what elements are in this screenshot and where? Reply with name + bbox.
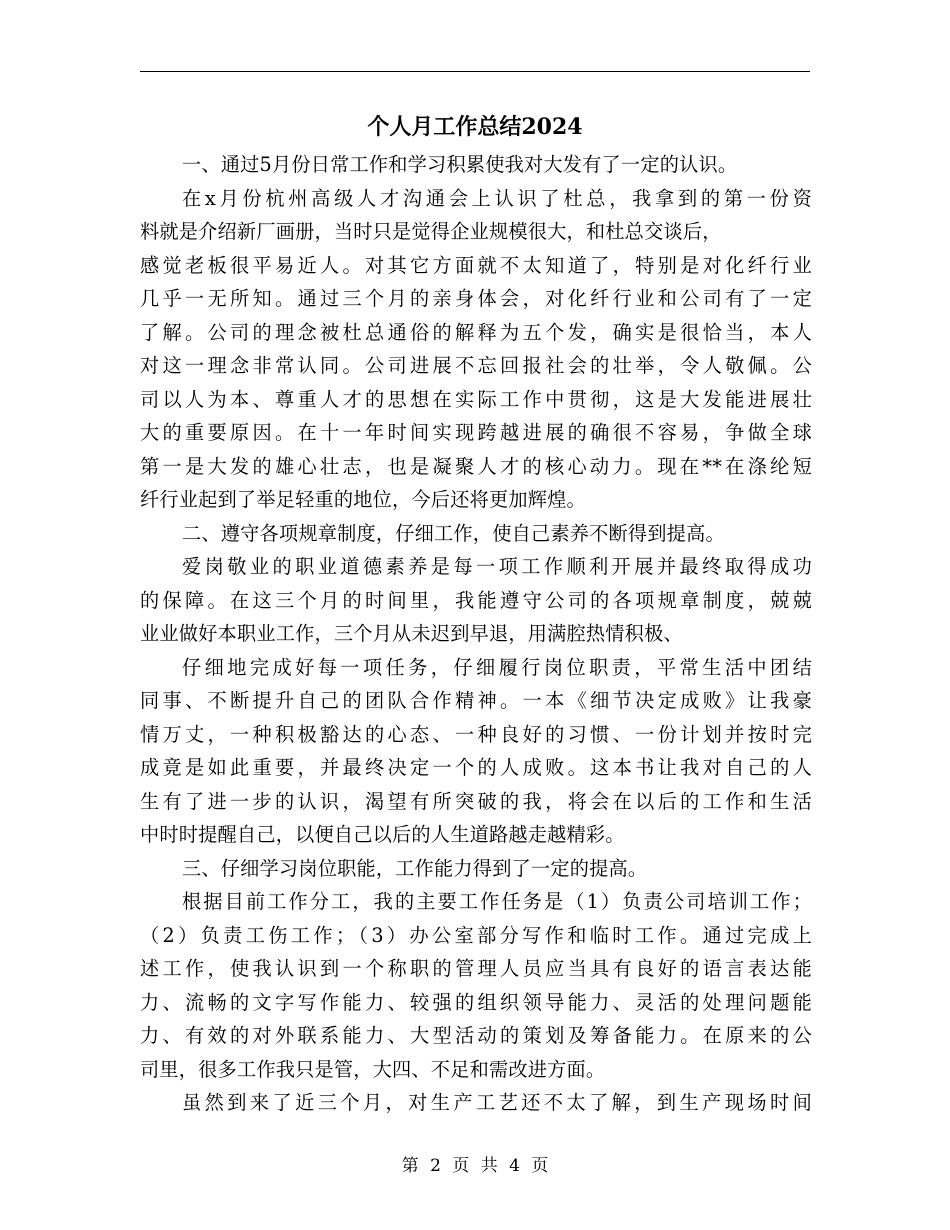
body-line: 二、遵守各项规章制度，仔细工作，使自己素养不断得到提高。 [182,521,725,545]
body-line: 力、有效的对外联系能力、大型活动的策划及筹备能力。在原来的公 [140,1024,812,1047]
body-line: 力、流畅的文字写作能力、较强的组织领导能力、灵活的处理问题能 [140,990,812,1014]
body-line: 同事、不断提升自己的团队合作精神。一本《细节决定成败》让我豪 [140,689,812,712]
body-line: 几乎一无所知。通过三个月的亲身体会，对化纤行业和公司有了一定 [140,287,812,310]
body-line: 情万丈，一种积极豁达的心态、一种良好的习惯、一份计划并按时完 [140,722,812,746]
body-line: 大的重要原因。在十一年时间实现跨越进展的确很不容易，争做全球 [140,421,812,444]
body-line: 中时时提醒自己，以便自己以后的人生道路越走越精彩。 [140,823,625,846]
body-line: 三、仔细学习岗位职能，工作能力得到了一定的提高。 [182,856,648,880]
header-rule [140,71,810,72]
document-body [140,148,812,1120]
body-line: 爱岗敬业的职业道德素养是每一项工作顺利开展并最终取得成功 [182,555,812,578]
body-line: 一、通过5月份日常工作和学习积累使我对大发有了一定的认识。 [182,153,738,176]
body-line: 第一是大发的雄心壮志，也是凝聚人才的核心动力。现在**在涤纶短 [140,454,812,478]
body-line: 对这一理念非常认同。公司进展不忘回报社会的壮举，令人敬佩。公 [140,354,812,377]
page-footer: 第 2 页 共 4 页 [401,1156,549,1176]
body-line: 司里，很多工作我只是管，大四、不足和需改进方面。 [140,1057,606,1081]
body-line: 成竟是如此重要，并最终决定一个的人成败。这本书让我对自己的人 [140,756,812,779]
body-line: 在x月份杭州高级人才沟通会上认识了杜总，我拿到的第一份资 [182,186,812,210]
body-line: 仔细地完成好每一项任务，仔细履行岗位职责，平常生活中团结 [182,655,812,679]
body-line: （2）负责工伤工作；（3）办公室部分写作和临时工作。通过完成上 [140,923,812,947]
body-line: 虽然到来了近三个月，对生产工艺还不太了解，到生产现场时间 [182,1091,812,1114]
body-line: 述工作，使我认识到一个称职的管理人员应当具有良好的语言表达能 [140,957,812,980]
body-line: 料就是介绍新厂画册，当时只是觉得企业规模很大，和杜总交谈后， [140,220,722,243]
body-line: 生有了进一步的认识，渴望有所突破的我，将会在以后的工作和生活 [140,789,812,813]
body-line: 感觉老板很平易近人。对其它方面就不太知道了，特别是对化纤行业 [140,253,812,277]
body-line: 根据目前工作分工，我的主要工作任务是（1）负责公司培训工作； [182,890,812,913]
body-line: 业业做好本职业工作，三个月从未迟到早退，用满腔热情积极、 [140,622,683,645]
body-line: 了解。公司的理念被杜总通俗的解释为五个发，确实是很恰当，本人 [140,320,812,344]
body-line: 的保障。在这三个月的时间里，我能遵守公司的各项规章制度，兢兢 [140,588,812,612]
document-title: 个人月工作总结2024 [367,114,583,140]
body-line: 司以人为本、尊重人才的思想在实际工作中贯彻，这是大发能进展壮 [140,387,812,411]
body-line: 纤行业起到了举足轻重的地位，今后还将更加辉煌。 [140,488,586,511]
